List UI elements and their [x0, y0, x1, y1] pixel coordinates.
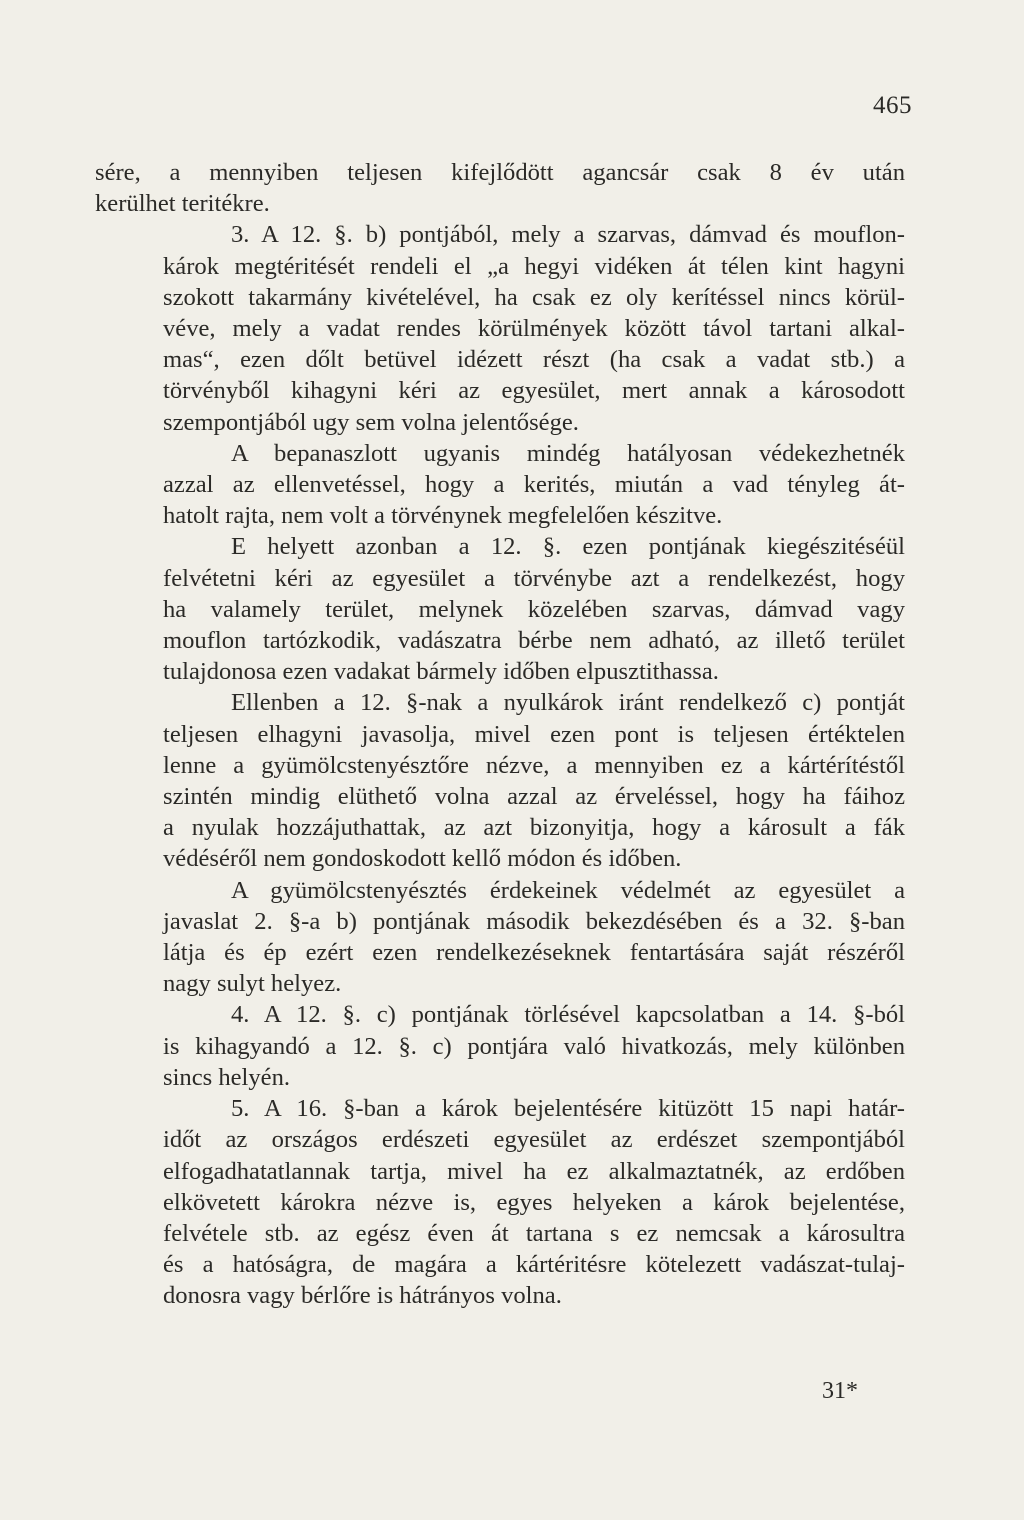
text-line: tulajdonosa ezen vadakat bármely időben elpusztithassa.	[163, 658, 719, 686]
text-line: is kihagyandó a 12. §. c) pontjára való hivatkozás, mely különben	[163, 1032, 905, 1060]
text-line: sére, a mennyiben teljesen kifejlődött agancsár csak 8 év után	[95, 159, 905, 186]
text-line: védéséről nem gondoskodott kellő módon és időben.	[163, 845, 682, 873]
text-line: szintén mindig elüthető volna azzal az érveléssel, hogy ha fáihoz	[163, 783, 905, 811]
text-line: felvétele stb. az egész éven át tartana s ez nemcsak a károsultra	[163, 1219, 905, 1247]
paragraph	[95, 157, 905, 219]
text-line: kerülhet teritékre.	[95, 190, 270, 218]
text-line: hatolt rajta, nem volt a törvénynek megfelelően készitve.	[163, 502, 723, 530]
text-line: A bepanaszlott ugyanis mindég hatályosan védekezhetnék	[231, 439, 905, 467]
text-line: ha valamely terület, melynek közelében szarvas, dámvad vagy	[163, 595, 905, 623]
paragraph	[95, 1093, 905, 1311]
body-text	[95, 157, 905, 1312]
text-line: 3. A 12. §. b) pontjából, mely a szarvas, dámvad és mouflon-	[231, 221, 905, 249]
text-line: véve, mely a vadat rendes körülmények között távol tartani alkal-	[163, 315, 905, 343]
text-line: azzal az ellenvetéssel, hogy a kerités, miután a vad tényleg át-	[163, 471, 905, 499]
paragraph	[95, 438, 905, 532]
text-line: Ellenben a 12. §-nak a nyulkárok iránt rendelkező c) pontját	[231, 689, 905, 717]
paragraph	[95, 531, 905, 687]
text-line: 5. A 16. §-ban a károk bejelentésére kitüzött 15 napi határ-	[231, 1095, 905, 1123]
text-line: sincs helyén.	[163, 1063, 291, 1091]
text-line: időt az országos erdészeti egyesület az erdészet szempontjából	[163, 1126, 905, 1154]
text-line: és a hatóságra, de magára a kártéritésre kötelezett vadászat-tulaj-	[163, 1251, 905, 1279]
text-line: E helyett azonban a 12. §. ezen pontjának kiegészitéséül	[231, 533, 905, 561]
text-line: elkövetett károkra nézve is, egyes helyeken a károk bejelentése,	[163, 1188, 905, 1216]
paragraph	[95, 219, 905, 437]
page-number: 465	[873, 92, 912, 119]
text-line: 4. A 12. §. c) pontjának törlésével kapcsolatban a 14. §-ból	[231, 1001, 905, 1029]
text-line: nagy sulyt helyez.	[163, 970, 342, 998]
text-line: teljesen elhagyni javasolja, mivel ezen pont is teljesen értéktelen	[163, 720, 905, 748]
signature-mark: 31*	[822, 1378, 858, 1404]
text-line: károk megtéritését rendeli el „a hegyi vidéken át télen kint hagyni	[163, 252, 905, 280]
text-line: felvétetni kéri az egyesület a törvénybe azt a rendelkezést, hogy	[163, 564, 905, 592]
paragraph	[95, 687, 905, 874]
text-line: donosra vagy bérlőre is hátrányos volna.	[163, 1282, 562, 1310]
text-line: szempontjából ugy sem volna jelentősége.	[163, 408, 579, 436]
text-line: szokott takarmány kivételével, ha csak ez oly kerítéssel nincs körül-	[163, 283, 905, 311]
paragraph	[95, 875, 905, 1000]
text-line: mas“, ezen dőlt betüvel idézett részt (ha csak a vadat stb.) a	[163, 346, 905, 374]
text-line: lenne a gyümölcstenyésztőre nézve, a mennyiben ez a kártérítéstől	[163, 751, 905, 779]
text-line: törvényből kihagyni kéri az egyesület, mert annak a károsodott	[163, 377, 905, 405]
text-line: a nyulak hozzájuthattak, az azt bizonyitja, hogy a károsult a fák	[163, 814, 905, 842]
text-line: javaslat 2. §-a b) pontjának második bekezdésében és a 32. §-ban	[163, 907, 905, 935]
text-line: elfogadhatatlannak tartja, mivel ha ez alkalmaztatnék, az erdőben	[163, 1157, 905, 1185]
text-line: A gyümölcstenyésztés érdekeinek védelmét az egyesület a	[231, 876, 905, 904]
text-line: mouflon tartózkodik, vadászatra bérbe nem adható, az illető terület	[163, 627, 905, 655]
text-line: látja és ép ezért ezen rendelkezéseknek fentartására saját részéről	[163, 939, 905, 967]
paragraph	[95, 999, 905, 1093]
